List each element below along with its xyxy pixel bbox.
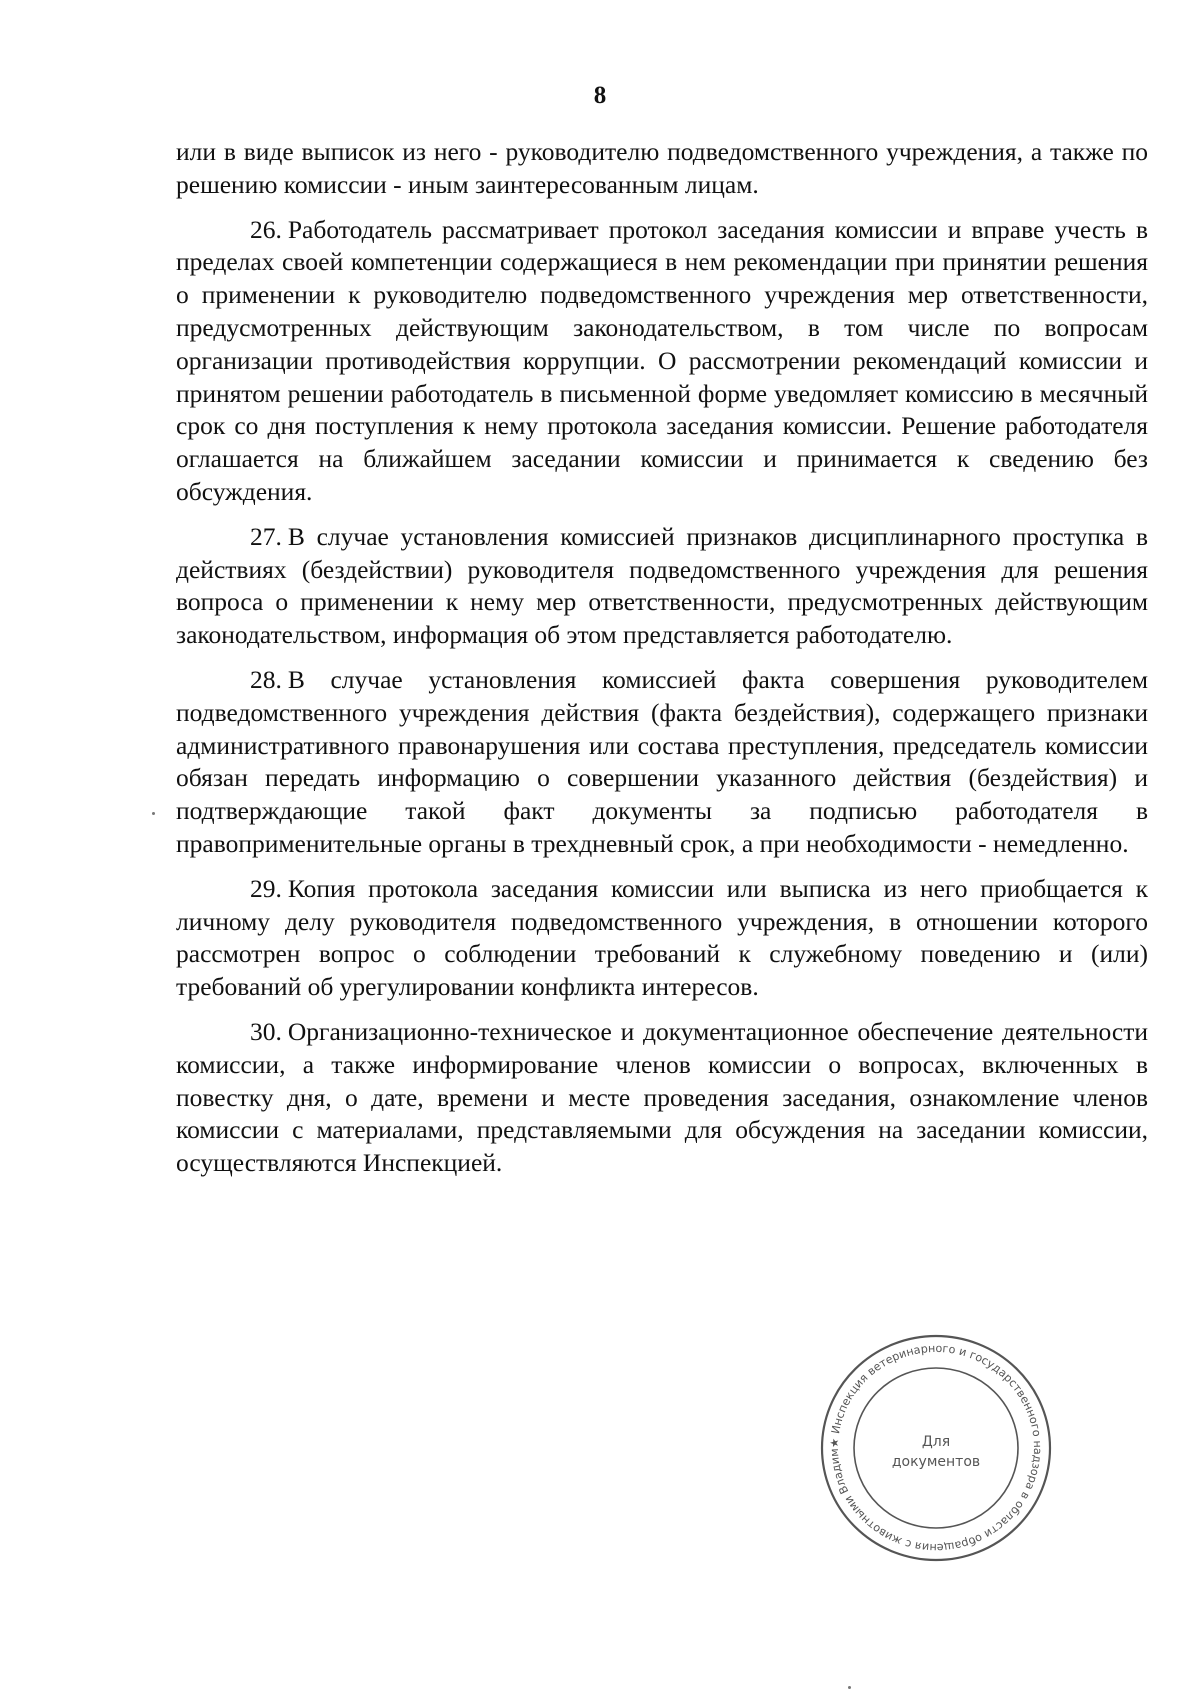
stamp-center-line-2: документов: [891, 1454, 981, 1470]
paragraph-number: 30.: [250, 1016, 282, 1046]
document-body: [176, 136, 1148, 1192]
paragraph-number: 28.: [250, 664, 282, 694]
paragraph-28: [176, 664, 1148, 861]
paragraph-number: 29.: [250, 873, 282, 903]
paragraph-text: Организационно-техническое и документационное обеспечение деятельности комиссии, а также информирование членов комиссии о вопросах, включенных в повестку дня, о дате, времени и месте проведения заседания, ознакомление членов комиссии с материалами, представляемыми для обсуждения на заседании комиссии, осуществляются Инспекцией.: [176, 1016, 1148, 1178]
paragraph-30: [176, 1016, 1148, 1180]
paragraph-29: [176, 873, 1148, 1004]
paragraph-text: Копия протокола заседания комиссии или выписка из него приобщается к личному делу руководителя подведомственного учреждения, в отношении которого рассмотрен вопрос о соблюдении требований к служебному поведению и (или) требований об урегулировании конфликта интересов.: [176, 873, 1148, 1002]
paragraph-text: Работодатель рассматривает протокол заседания комиссии и вправе учесть в пределах своей компетенции содержащиеся в нем рекомендации при принятии решения о применении к руководителю подведомственного учреждения мер ответственности, предусмотренных действующим законодательством, в том числе по вопросам организации противодействия коррупции. О рассмотрении рекомендаций комиссии и принятом решении работодатель в письменной форме уведомляет комиссию в месячный срок со дня поступления к нему протокола заседания комиссии. Решение работодателя оглашается на ближайшем заседании комиссии и принимается к сведению без обсуждения.: [176, 214, 1148, 506]
scan-artifact: [152, 812, 155, 815]
page-number: 8: [593, 82, 607, 109]
paragraph-number: 26.: [250, 214, 282, 244]
paragraph-text: В случае установления комиссией признаков дисциплинарного проступка в действиях (бездействии) руководителя подведомственного учреждения для решения вопроса о применении к нему мер ответственности, предусмотренных действующим законодательством, информация об этом представляется работодателю.: [176, 521, 1148, 650]
stamp-seal-icon: [818, 1332, 1054, 1564]
paragraph-text: В случае установления комиссией факта совершения руководителем подведомственного учреждения действия (факта бездействия), содержащего признаки административного правонарушения или состава преступления, председатель комиссии обязан передать информацию о совершении указанного действия (бездействия) и подтверждающие такой факт документы за подписью работодателя в правоприменительные органы в трехдневный срок, а при необходимости - немедленно.: [176, 664, 1148, 858]
paragraph-27: [176, 521, 1148, 652]
paragraph-26: [176, 214, 1148, 509]
stamp-ring-text: ★ Инспекция ветеринарного и государственного надзора в области обращения с животными Владим: [827, 1341, 1045, 1555]
official-stamp: [818, 1332, 1054, 1564]
scan-artifact: [848, 1686, 851, 1689]
paragraph-text: или в виде выписок из него - руководителю подведомственного учреждения, а также по решению комиссии - иным заинтересованным лицам.: [176, 137, 1148, 199]
paragraph-continuation: [176, 136, 1148, 202]
stamp-center-line-1: Для: [921, 1434, 951, 1450]
paragraph-number: 27.: [250, 521, 282, 551]
